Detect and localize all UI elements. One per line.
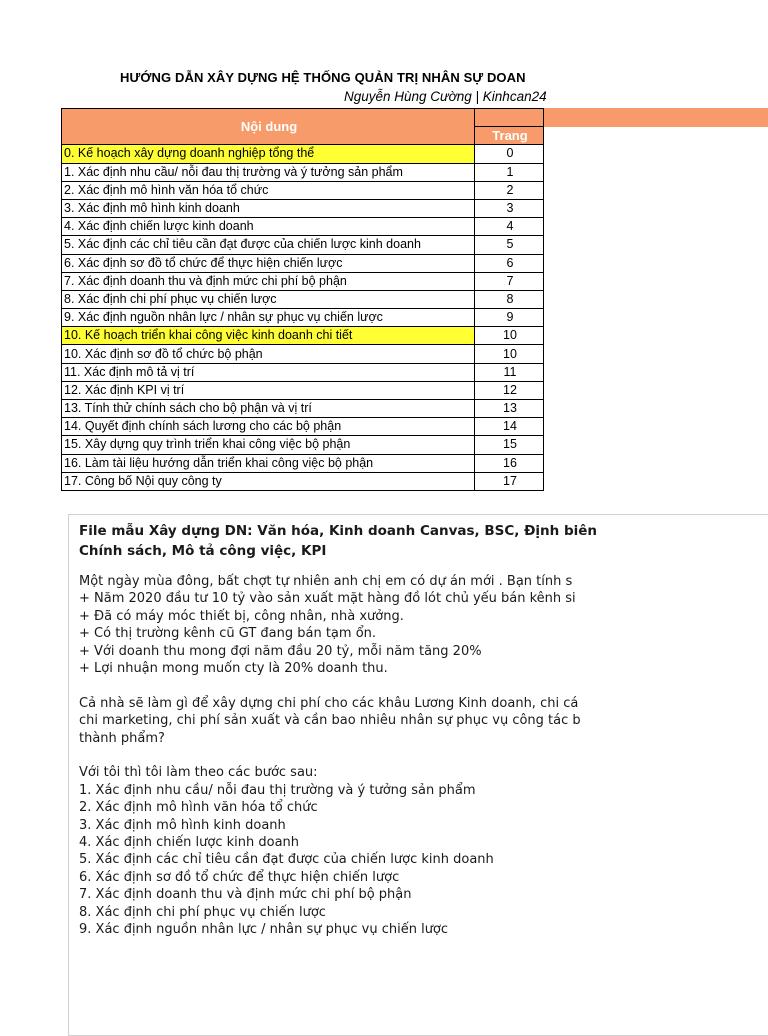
card-body-line: + Có thị trường kênh cũ GT đang bán tạm ổn. bbox=[79, 626, 377, 642]
column-header-content: Nội dung bbox=[62, 109, 475, 145]
toc-item: 2. Xác định mô hình văn hóa tổ chức bbox=[62, 181, 475, 199]
card-body-line: 4. Xác định chiến lược kinh doanh bbox=[79, 835, 300, 851]
toc-item: 10. Kế hoạch triển khai công việc kinh doanh chi tiết bbox=[62, 327, 475, 345]
toc-page-number: 8 bbox=[475, 290, 544, 308]
toc-page-number: 14 bbox=[475, 418, 544, 436]
table-row bbox=[62, 163, 544, 181]
card-body-line: 9. Xác định nguồn nhân lực / nhân sự phục vụ chiến lược bbox=[79, 922, 449, 938]
table-row bbox=[62, 254, 544, 272]
paragraph-gap bbox=[79, 677, 581, 694]
card-body-line: 1. Xác định nhu cầu/ nỗi đau thị trường và ý tưởng sản phẩm bbox=[79, 782, 476, 798]
toc-page-number: 17 bbox=[475, 472, 544, 490]
card-title bbox=[79, 521, 597, 561]
header-band-extension bbox=[543, 108, 768, 127]
toc-item: 4. Xác định chiến lược kinh doanh bbox=[62, 218, 475, 236]
document-author: Nguyễn Hùng Cường | Kinhcan24 bbox=[344, 89, 547, 104]
toc-item: 13. Tính thử chính sách cho bộ phận và vị trí bbox=[62, 400, 475, 418]
table-row bbox=[62, 454, 544, 472]
table-row bbox=[62, 199, 544, 217]
toc-item: 3. Xác định mô hình kinh doanh bbox=[62, 199, 475, 217]
table-row bbox=[62, 272, 544, 290]
toc-item: 15. Xây dựng quy trình triển khai công việc bộ phận bbox=[62, 436, 475, 454]
toc-page-number: 1 bbox=[475, 163, 544, 181]
card-body-line: Với tôi thì tôi làm theo các bước sau: bbox=[79, 765, 318, 781]
table-row bbox=[62, 400, 544, 418]
toc-item: 7. Xác định doanh thu và định mức chi phí bộ phận bbox=[62, 272, 475, 290]
toc-item: 14. Quyết định chính sách lương cho các bộ phận bbox=[62, 418, 475, 436]
table-row bbox=[62, 218, 544, 236]
toc-page-number: 0 bbox=[475, 145, 544, 163]
toc-page-number: 5 bbox=[475, 236, 544, 254]
info-card bbox=[68, 514, 768, 1036]
card-body-line: chi marketing, chi phí sản xuất và cần bao nhiêu nhân sự phục vụ công tác b bbox=[79, 713, 581, 729]
card-body-line: + Với doanh thu mong đợi năm đầu 20 tỷ, mỗi năm tăng 20% bbox=[79, 643, 482, 659]
table-row bbox=[62, 436, 544, 454]
card-body-line: + Lợi nhuận mong muốn cty là 20% doanh thu. bbox=[79, 661, 388, 677]
toc-page-number: 10 bbox=[475, 327, 544, 345]
column-header-blank bbox=[475, 109, 544, 127]
card-body-line: Cả nhà sẽ làm gì để xây dựng chi phí cho các khâu Lương Kinh doanh, chi cá bbox=[79, 695, 579, 711]
table-row bbox=[62, 345, 544, 363]
toc-page-number: 10 bbox=[475, 345, 544, 363]
table-row bbox=[62, 181, 544, 199]
card-body-line: 2. Xác định mô hình văn hóa tổ chức bbox=[79, 800, 318, 816]
toc-item: 16. Làm tài liệu hướng dẫn triển khai công việc bộ phận bbox=[62, 454, 475, 472]
card-body-line: thành phẩm? bbox=[79, 730, 165, 746]
card-body-line: 8. Xác định chi phí phục vụ chiến lược bbox=[79, 904, 326, 920]
toc-item: 1. Xác định nhu cầu/ nỗi đau thị trường và ý tưởng sản phẩm bbox=[62, 163, 475, 181]
card-body-line: 7. Xác định doanh thu và định mức chi phí bộ phận bbox=[79, 887, 412, 903]
column-header-page: Trang bbox=[475, 127, 544, 145]
table-row bbox=[62, 236, 544, 254]
toc-item: 0. Kế hoạch xây dựng doanh nghiệp tổng thể bbox=[62, 145, 475, 163]
card-title-line: Chính sách, Mô tả công việc, KPI bbox=[79, 543, 327, 559]
table-row bbox=[62, 145, 544, 163]
toc-page-number: 12 bbox=[475, 381, 544, 399]
toc-item: 9. Xác định nguồn nhân lực / nhân sự phục vụ chiến lược bbox=[62, 309, 475, 327]
toc-item: 11. Xác định mô tả vị trí bbox=[62, 363, 475, 381]
toc-item: 6. Xác định sơ đồ tổ chức để thực hiện chiến lược bbox=[62, 254, 475, 272]
card-body-line: 6. Xác định sơ đồ tổ chức để thực hiện chiến lược bbox=[79, 869, 400, 885]
table-row bbox=[62, 327, 544, 345]
table-row bbox=[62, 381, 544, 399]
toc-page-number: 11 bbox=[475, 363, 544, 381]
table-row bbox=[62, 309, 544, 327]
card-body-line: 5. Xác định các chỉ tiêu cần đạt được của chiến lược kinh doanh bbox=[79, 852, 494, 868]
card-body-line: + Đã có máy móc thiết bị, công nhân, nhà xưởng. bbox=[79, 608, 404, 624]
paragraph-gap bbox=[79, 747, 581, 764]
card-body-line: 3. Xác định mô hình kinh doanh bbox=[79, 817, 286, 833]
toc-page-number: 7 bbox=[475, 272, 544, 290]
toc-body bbox=[62, 145, 544, 491]
table-row bbox=[62, 363, 544, 381]
toc-page-number: 2 bbox=[475, 181, 544, 199]
toc-page-number: 6 bbox=[475, 254, 544, 272]
toc-page-number: 16 bbox=[475, 454, 544, 472]
toc-item: 12. Xác định KPI vị trí bbox=[62, 381, 475, 399]
toc-item: 8. Xác định chi phí phục vụ chiến lược bbox=[62, 290, 475, 308]
table-row bbox=[62, 472, 544, 490]
table-of-contents bbox=[61, 108, 544, 491]
toc-page-number: 3 bbox=[475, 199, 544, 217]
toc-page-number: 15 bbox=[475, 436, 544, 454]
toc-page-number: 9 bbox=[475, 309, 544, 327]
document-title: HƯỚNG DẪN XÂY DỰNG HỆ THỐNG QUẢN TRỊ NHÂN SỰ DOAN bbox=[120, 70, 526, 85]
toc-page-number: 13 bbox=[475, 400, 544, 418]
card-body-line: Một ngày mùa đông, bất chợt tự nhiên anh chị em có dự án mới . Bạn tính s bbox=[79, 574, 573, 589]
table-row bbox=[62, 418, 544, 436]
card-title-line: File mẫu Xây dựng DN: Văn hóa, Kinh doanh Canvas, BSC, Định biên bbox=[79, 523, 598, 539]
table-row bbox=[62, 290, 544, 308]
toc-item: 5. Xác định các chỉ tiêu cần đạt được của chiến lược kinh doanh bbox=[62, 236, 475, 254]
toc-page-number: 4 bbox=[475, 218, 544, 236]
toc-item: 17. Công bố Nội quy công ty bbox=[62, 472, 475, 490]
toc-item: 10. Xác định sơ đồ tổ chức bộ phận bbox=[62, 345, 475, 363]
card-body bbox=[79, 573, 581, 939]
card-body-line: + Năm 2020 đầu tư 10 tỷ vào sản xuất mặt hàng đồ lót chủ yếu bán kênh si bbox=[79, 591, 576, 607]
